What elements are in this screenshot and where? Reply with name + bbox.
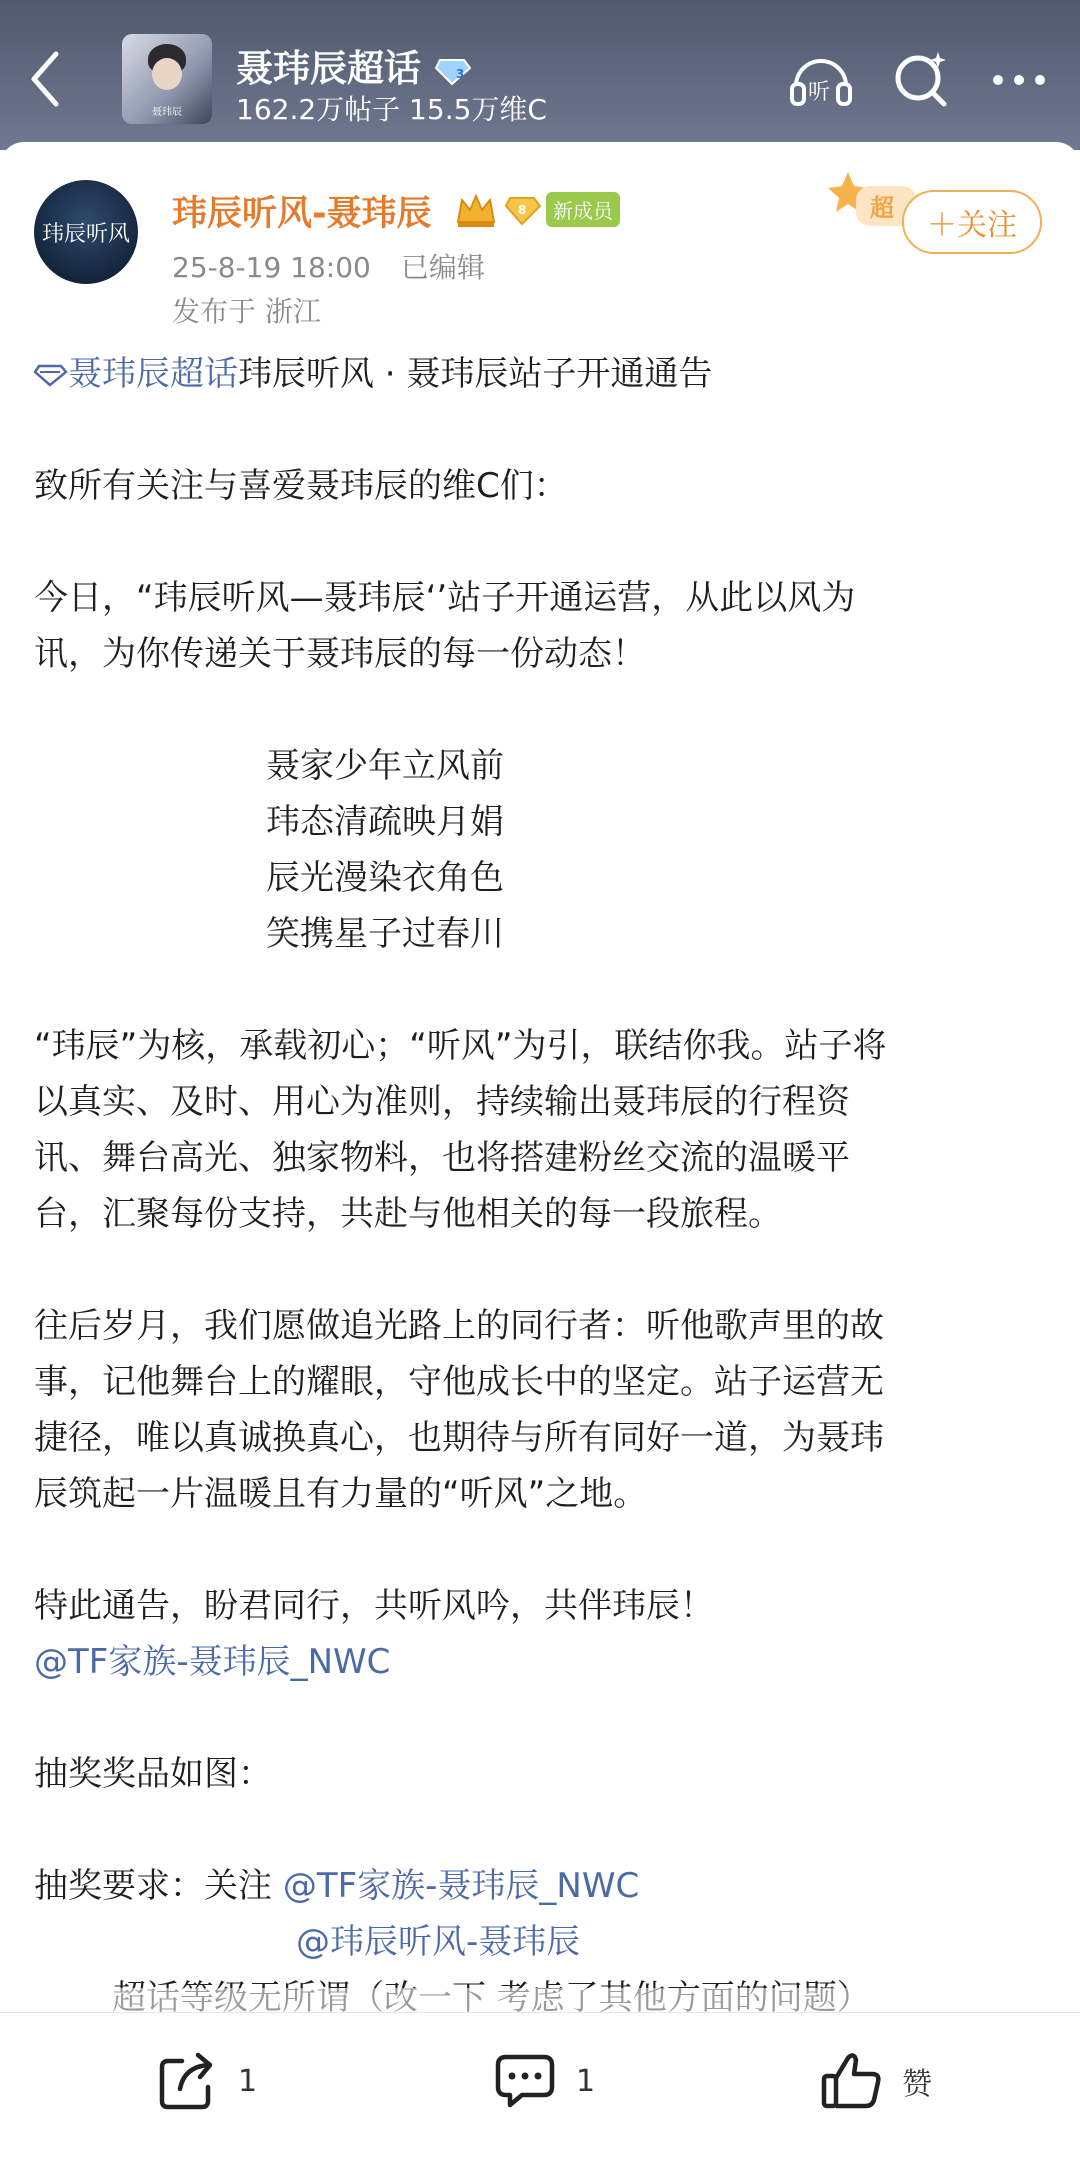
svg-text:8: 8 — [518, 203, 527, 217]
mention-link[interactable]: @TF家族-聂玮辰_NWC — [34, 1642, 391, 1682]
svg-text:超: 超 — [870, 194, 894, 222]
back-arrow-icon[interactable] — [22, 42, 66, 116]
comment-button[interactable] — [492, 2051, 595, 2111]
post-location: 发布于 浙江 — [172, 295, 321, 328]
poem-line: 辰光漫染衣角色 — [266, 858, 504, 898]
like-icon — [820, 2050, 884, 2112]
post-date: 25-8-19 18:00 已编辑 — [172, 251, 485, 284]
paragraph-line: “玮辰”为核，承载初心；“听风”为引，联结你我。站子将 — [34, 1026, 887, 1066]
follow-button[interactable]: ＋关注 — [902, 190, 1042, 254]
comment-icon — [492, 2051, 558, 2111]
more-icon[interactable] — [984, 44, 1054, 114]
listen-icon[interactable] — [786, 44, 856, 114]
post-content — [34, 346, 1046, 2026]
paragraph-line: 以真实、及时、用心为准则，持续输出聂玮辰的行程资 — [34, 1082, 850, 1122]
paragraph-line: 今日，“玮辰听风—聂玮辰‘’站子开通运营，从此以风为 — [34, 578, 856, 618]
poem-line: 笑携星子过春川 — [266, 914, 504, 954]
new-member-badge: 新成员 — [546, 192, 620, 227]
supertopic-header — [0, 0, 1080, 150]
supertopic-avatar[interactable]: 聂玮辰 — [122, 34, 212, 124]
comment-count: 1 — [576, 2063, 596, 2099]
crown-icon — [454, 190, 498, 230]
paragraph-line: 辰筑起一片温暖且有力量的“听风”之地。 — [34, 1474, 648, 1514]
supertopic-stats: 162.2万帖子 15.5万维C — [236, 93, 547, 126]
mention-link[interactable]: @玮辰听风-聂玮辰 — [296, 1922, 581, 1962]
paragraph-line: 讯、舞台高光、独家物料，也将搭建粉丝交流的温暖平 — [34, 1138, 850, 1178]
poem-line: 聂家少年立风前 — [266, 746, 504, 786]
supertopic-title[interactable]: 聂玮辰超话 3 — [236, 38, 472, 92]
closing-line: 特此通告，盼君同行，共听风吟，共伴玮辰！ — [34, 1586, 714, 1626]
svg-text:3: 3 — [455, 66, 465, 81]
requirement-line — [34, 1914, 1046, 1970]
like-label: 赞 — [902, 2067, 932, 2102]
supertopic-diamond-icon — [434, 56, 472, 86]
author-avatar[interactable]: 玮辰听风 — [34, 180, 138, 284]
topic-link[interactable]: 聂玮辰超话 — [68, 354, 238, 394]
mention-link[interactable]: @TF家族-聂玮辰_NWC — [282, 1866, 640, 1906]
prize-line: 抽奖奖品如图： — [34, 1754, 272, 1794]
greeting: 致所有关注与喜爱聂玮辰的维C们： — [34, 466, 568, 506]
supertopic-link-icon — [34, 363, 68, 387]
requirement-line: 抽奖要求：关注 @TF家族-聂玮辰_NWC — [34, 1866, 640, 1906]
share-count: 1 — [238, 2063, 258, 2099]
paragraph-line: 台，汇聚每份支持，共赴与他相关的每一段旅程。 — [34, 1194, 782, 1234]
action-bar — [0, 2012, 1080, 2167]
post-title-line: 聂玮辰超话玮辰听风 · 聂玮辰站子开通通告 — [34, 346, 1046, 402]
share-icon — [156, 2051, 220, 2111]
share-button[interactable] — [156, 2051, 257, 2111]
fan-level-icon — [504, 192, 542, 228]
paragraph-line: 往后岁月，我们愿做追光路上的同行者：听他歌声里的故 — [34, 1306, 884, 1346]
edited-label: 已编辑 — [400, 251, 485, 284]
poem-line: 玮态清疏映月娟 — [266, 802, 504, 842]
like-button[interactable] — [820, 2051, 932, 2111]
paragraph-line: 事，记他舞台上的耀眼，守他成长中的坚定。站子运营无 — [34, 1362, 884, 1402]
search-sparkle-icon[interactable] — [886, 44, 956, 114]
svg-text:听: 听 — [808, 80, 831, 105]
author-name[interactable]: 玮辰听风-聂玮辰 — [172, 194, 432, 234]
paragraph-line: 讯，为你传递关于聂玮辰的每一份动态！ — [34, 634, 646, 674]
paragraph-line: 捷径，唯以真诚换真心，也期待与所有同好一道，为聂玮 — [34, 1418, 884, 1458]
